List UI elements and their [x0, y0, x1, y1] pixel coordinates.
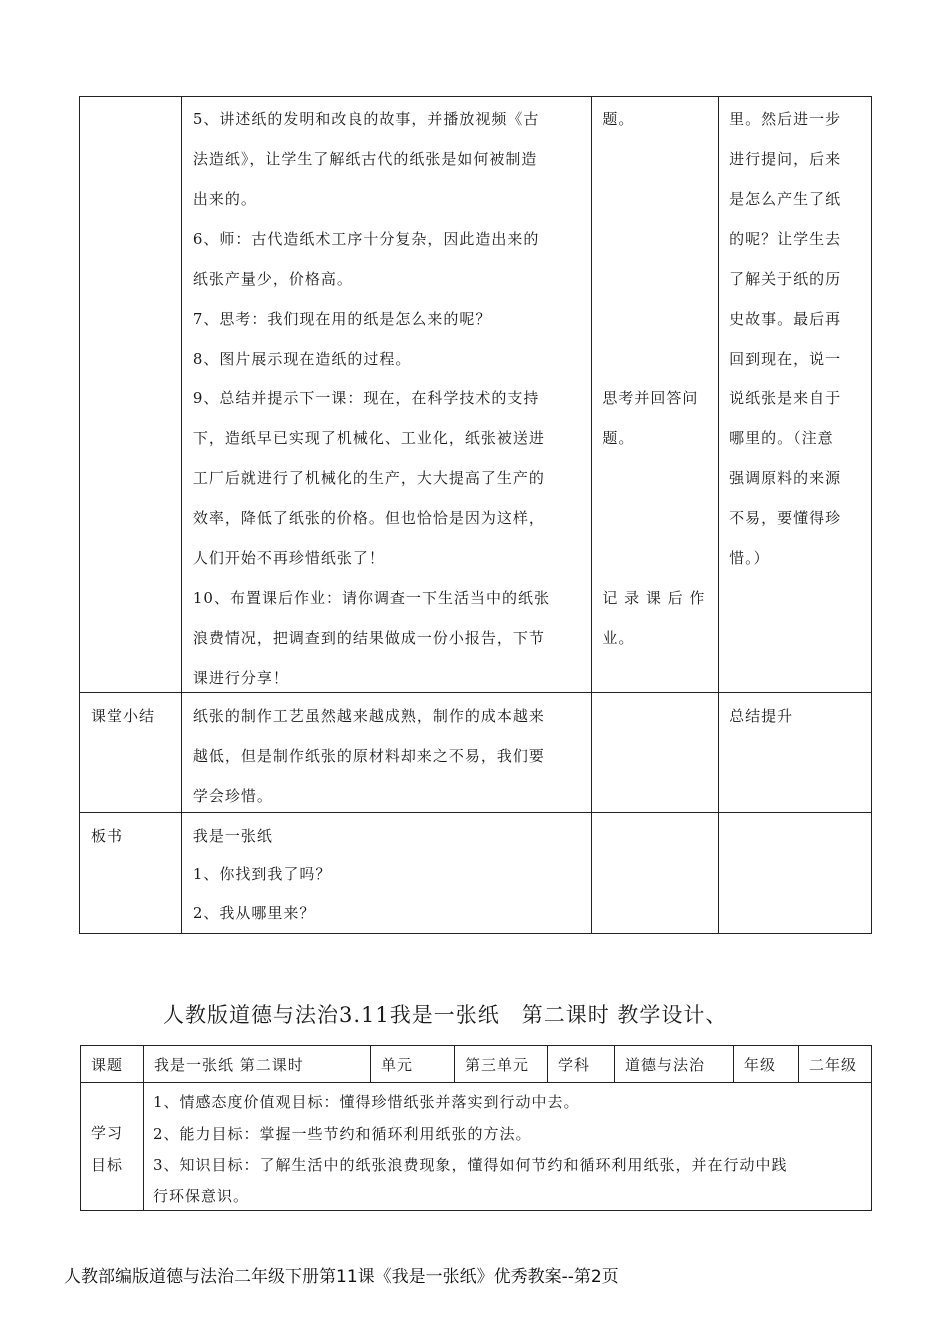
topic-value: 我是一张纸 第二课时: [144, 1046, 371, 1083]
summary-student-cell: [592, 693, 719, 813]
design-intent-cell: [719, 97, 872, 693]
board-line: 1、你找到我了吗？: [192, 865, 332, 883]
student-activity-cell: [592, 97, 719, 693]
student-text: 记 录 课 后 作: [602, 589, 706, 607]
summary-line: 越低，但是制作纸张的原材料却来之不易，我们要: [192, 747, 545, 765]
student-text: 题。: [602, 429, 635, 447]
intent-line: 惜。）: [729, 549, 770, 567]
step-line: 效率，降低了纸张的价格。但也恰恰是因为这样，: [192, 509, 545, 527]
step-line: 9、总结并提示下一课：现在，在科学技术的支持: [192, 389, 540, 407]
lesson-process-table: [79, 96, 872, 934]
objective-line: 行环保意识。: [153, 1187, 250, 1205]
intent-line: 是怎么产生了纸: [729, 190, 842, 208]
process-label-cell: [80, 97, 182, 693]
lesson-info-table: [80, 1045, 872, 1211]
summary-intent: 总结提升: [729, 707, 794, 725]
step-line: 法造纸》，让学生了解纸古代的纸张是如何被制造: [192, 150, 538, 168]
objectives-row: [81, 1083, 872, 1211]
step-line: 下，造纸早已实现了机械化、工业化，纸张被送进: [192, 429, 545, 447]
summary-label: 课堂小结: [91, 707, 156, 725]
step-line: 纸张产量少，价格高。: [192, 270, 353, 288]
step-line: 8、图片展示现在造纸的过程。: [192, 350, 412, 368]
board-intent-cell: [719, 813, 872, 934]
intent-line: 了解关于纸的历: [729, 270, 842, 288]
student-text: 思考并回答问: [602, 389, 699, 407]
step-line: 人们开始不再珍惜纸张了！: [192, 549, 385, 567]
intent-line: 回到现在，说一: [729, 350, 842, 368]
board-label: 板书: [91, 827, 124, 845]
summary-row: [80, 693, 872, 813]
lesson-plan-title: 人教版道德与法治3.11我是一张纸 第二课时 教学设计、: [163, 1003, 728, 1027]
intent-line: 的呢？让学生去: [729, 230, 842, 248]
student-text: 题。: [602, 110, 635, 128]
unit-value: 第三单元: [455, 1046, 548, 1083]
summary-intent-cell: [719, 693, 872, 813]
board-content-cell: [181, 813, 591, 934]
board-line: 2、我从哪里来？: [192, 904, 316, 922]
intent-line: 史故事。最后再: [729, 310, 842, 328]
intent-line: 不易，要懂得珍: [729, 509, 842, 527]
step-line: 10、布置课后作业：请你调查一下生活当中的纸张: [192, 589, 550, 607]
intent-line: 强调原料的来源: [729, 469, 842, 487]
step-line: 7、思考：我们现在用的纸是怎么来的呢？: [192, 310, 492, 328]
teacher-activity-cell: [181, 97, 591, 693]
objective-line: 2、能力目标：掌握一些节约和循环利用纸张的方法。: [153, 1125, 532, 1143]
summary-label-cell: [80, 693, 182, 813]
board-row: [80, 813, 872, 934]
objectives-content-cell: [144, 1083, 872, 1211]
page-footer: 人教部编版道德与法治二年级下册第11课《我是一张纸》优秀教案--第2页: [64, 1267, 619, 1287]
intent-line: 说纸张是来自于: [729, 389, 842, 407]
process-row: [80, 97, 872, 693]
info-header-row: [81, 1046, 872, 1083]
objectives-label-line: 学习: [91, 1124, 124, 1142]
summary-content-cell: [181, 693, 591, 813]
subject-label: 学科: [548, 1046, 615, 1083]
objective-line: 3、知识目标：了解生活中的纸张浪费现象，懂得如何节约和循环利用纸张，并在行动中践: [153, 1156, 788, 1174]
step-line: 浪费情况，把调查到的结果做成一份小报告，下节: [192, 629, 545, 647]
intent-line: 里。然后进一步: [729, 110, 842, 128]
board-student-cell: [592, 813, 719, 934]
board-label-cell: [80, 813, 182, 934]
grade-value: 二年级: [799, 1046, 872, 1083]
board-line: 我是一张纸: [192, 827, 273, 845]
intent-line: 进行提问，后来: [729, 150, 842, 168]
summary-line: 学会珍惜。: [192, 787, 273, 805]
objectives-label-line: 目标: [91, 1156, 124, 1174]
step-line: 6、师：古代造纸术工序十分复杂，因此造出来的: [192, 230, 540, 248]
step-line: 课进行分享！: [192, 669, 289, 687]
step-line: 出来的。: [192, 190, 257, 208]
grade-label: 年级: [734, 1046, 799, 1083]
subject-value: 道德与法治: [615, 1046, 734, 1083]
unit-label: 单元: [371, 1046, 455, 1083]
topic-label: 课题: [81, 1046, 144, 1083]
step-line: 5、讲述纸的发明和改良的故事，并播放视频《古: [192, 110, 540, 128]
objective-line: 1、情感态度价值观目标：懂得珍惜纸张并落实到行动中去。: [153, 1093, 580, 1111]
intent-line: 哪里的。（注意: [729, 429, 834, 447]
student-text: 业。: [602, 629, 635, 647]
objectives-label-cell: [81, 1083, 144, 1211]
summary-line: 纸张的制作工艺虽然越来越成熟，制作的成本越来: [192, 707, 545, 725]
step-line: 工厂后就进行了机械化的生产，大大提高了生产的: [192, 469, 545, 487]
